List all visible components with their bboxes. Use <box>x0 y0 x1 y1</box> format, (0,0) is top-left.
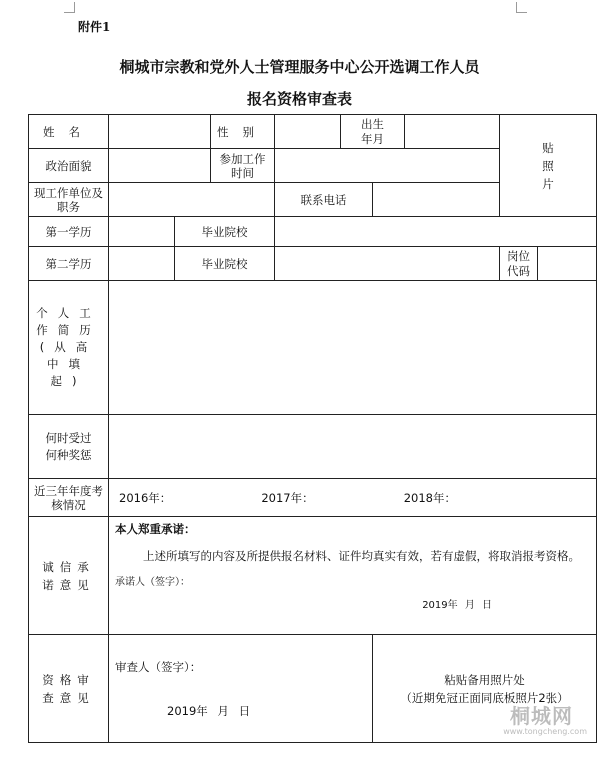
post-code-field[interactable] <box>538 247 597 281</box>
review-date: 2019年 月 日 <box>167 703 251 718</box>
awards-label: 何时受过何种奖惩 <box>29 415 109 479</box>
review-field[interactable] <box>109 635 373 743</box>
reviewer-signature-label: 审查人（签字）： <box>115 659 202 674</box>
gender-label: 性别 <box>211 115 275 149</box>
page-title: 桐城市宗教和党外人士管理服务中心公开选调工作人员 <box>119 58 480 76</box>
edu1-label: 第一学历 <box>29 217 109 247</box>
edu1-school-label: 毕业院校 <box>175 217 275 247</box>
promise-signature-label: 承诺人（签字）： <box>115 577 190 588</box>
gender-field[interactable] <box>275 115 341 149</box>
resume-field[interactable] <box>109 281 597 415</box>
watermark-url: www.tongcheng.com <box>503 727 587 736</box>
name-field[interactable] <box>109 115 211 149</box>
photo-box[interactable] <box>500 115 597 217</box>
edu1-school-field[interactable] <box>275 217 597 247</box>
work-start-field[interactable] <box>275 149 500 183</box>
backup-photo-title: 粘贴备用照片处 <box>444 672 525 687</box>
integrity-field[interactable] <box>109 517 597 635</box>
phone-field[interactable] <box>373 183 500 217</box>
current-unit-label: 现工作单位及职务 <box>29 183 109 217</box>
political-field[interactable] <box>109 149 211 183</box>
page-subtitle: 报名资格审查表 <box>246 90 352 108</box>
promise-heading: 本人郑重承诺： <box>115 522 196 536</box>
name-label: 姓名 <box>29 115 109 149</box>
birth-field[interactable] <box>405 115 500 149</box>
margin-corner-mark <box>64 2 75 13</box>
resume-label: 个人工作简历(从高中填起) <box>29 281 109 415</box>
phone-label: 联系电话 <box>275 183 373 217</box>
edu2-school-field[interactable] <box>275 247 500 281</box>
promise-date: 2019年 月 日 <box>422 600 492 611</box>
edu2-school-label: 毕业院校 <box>175 247 275 281</box>
promise-text: 上述所填写的内容及所提供报名材料、证件均真实有效，若有虚假，将取消报考资格。 <box>143 549 580 563</box>
awards-field[interactable] <box>109 415 597 479</box>
work-start-label: 参加工作时间 <box>211 149 275 183</box>
edu1-field[interactable] <box>109 217 175 247</box>
edu2-label: 第二学历 <box>29 247 109 281</box>
application-form-table <box>28 114 597 743</box>
year-2018: 2018年： <box>403 490 456 505</box>
integrity-label: 诚信承诺意见 <box>29 517 109 635</box>
annex-label: 附件1 <box>78 20 111 34</box>
margin-corner-mark <box>516 2 527 13</box>
review-label: 资格审查意见 <box>29 635 109 743</box>
photo-label: 贴照片 <box>542 140 554 191</box>
political-label: 政治面貌 <box>29 149 109 183</box>
watermark-logo: 桐城网 <box>510 704 573 728</box>
birth-label: 出生年月 <box>341 115 405 149</box>
year-2016: 2016年： <box>119 490 172 505</box>
assessment-field[interactable] <box>109 479 597 517</box>
edu2-field[interactable] <box>109 247 175 281</box>
year-2017: 2017年： <box>261 490 314 505</box>
assessment-label: 近三年年度考核情况 <box>29 479 109 517</box>
current-unit-field[interactable] <box>109 183 275 217</box>
post-code-label: 岗位代码 <box>500 247 538 281</box>
backup-photo-note: （近期免冠正面同底板照片2张） <box>400 690 569 705</box>
